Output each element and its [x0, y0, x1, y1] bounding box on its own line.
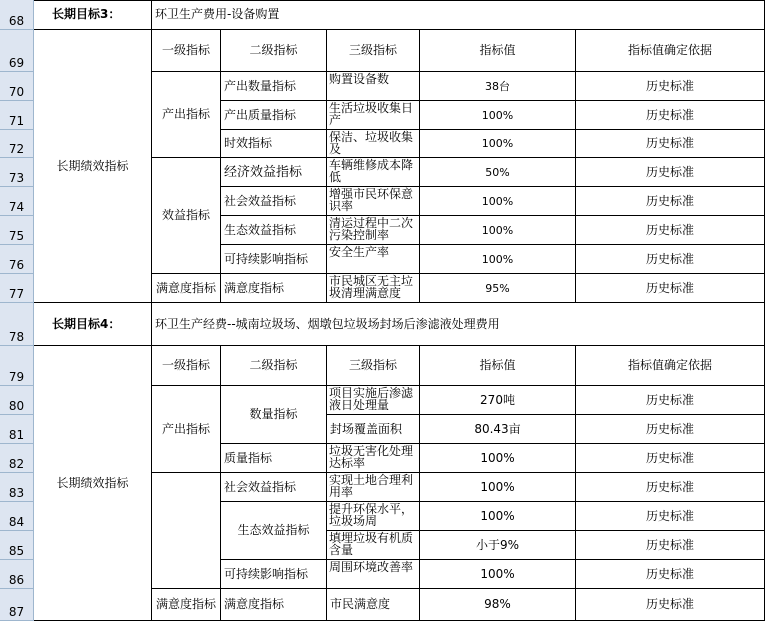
row-header[interactable]: 76	[0, 245, 34, 274]
value-cell[interactable]: 100%	[420, 101, 576, 130]
value-cell[interactable]: 100%	[420, 560, 576, 589]
level2-cell[interactable]: 质量指标	[221, 444, 327, 473]
goal-label-cell[interactable]: 长期目标4：	[34, 303, 152, 346]
level2-cell[interactable]: 可持续影响指标	[221, 245, 327, 274]
value-cell[interactable]: 98%	[420, 589, 576, 621]
level2-cell[interactable]: 产出质量指标	[221, 101, 327, 130]
header-cell[interactable]: 一级指标	[152, 30, 221, 72]
level1-cell[interactable]: 效益指标	[152, 158, 221, 274]
row-header[interactable]: 79	[0, 346, 34, 386]
level3-cell[interactable]: 周围环境改善率	[327, 560, 420, 589]
goal-label-cell[interactable]: 长期目标3：	[34, 0, 152, 30]
level2-cell[interactable]: 可持续影响指标	[221, 560, 327, 589]
header-cell[interactable]: 指标值	[420, 346, 576, 386]
level2-cell[interactable]: 生态效益指标	[221, 502, 327, 560]
basis-cell[interactable]: 历史标准	[576, 444, 765, 473]
value-cell[interactable]: 100%	[420, 473, 576, 502]
header-cell[interactable]: 二级指标	[221, 30, 327, 72]
row-header[interactable]: 71	[0, 101, 34, 130]
level2-cell[interactable]: 社会效益指标	[221, 187, 327, 216]
level2-cell[interactable]: 满意度指标	[221, 589, 327, 621]
basis-cell[interactable]: 历史标准	[576, 101, 765, 130]
row-header[interactable]: 78	[0, 303, 34, 346]
row-header[interactable]: 74	[0, 187, 34, 216]
header-cell[interactable]: 二级指标	[221, 346, 327, 386]
level3-cell[interactable]: 清运过程中二次污染控制率	[327, 216, 420, 245]
level1-cell-empty[interactable]	[152, 473, 221, 589]
row-header[interactable]: 77	[0, 274, 34, 303]
value-cell[interactable]: 38台	[420, 72, 576, 101]
goal-desc-cell[interactable]: 环卫生产经费--城南垃圾场、烟墩包垃圾场封场后渗滤液处理费用	[152, 303, 765, 346]
value-cell[interactable]: 270吨	[420, 386, 576, 415]
basis-cell[interactable]: 历史标准	[576, 473, 765, 502]
row-header[interactable]: 82	[0, 444, 34, 473]
row-header[interactable]: 81	[0, 415, 34, 444]
row-header[interactable]: 68	[0, 0, 34, 30]
row-header[interactable]: 73	[0, 158, 34, 187]
level1-cell[interactable]: 产出指标	[152, 386, 221, 473]
perf-label-cell[interactable]: 长期绩效指标	[34, 346, 152, 621]
basis-cell[interactable]: 历史标准	[576, 415, 765, 444]
level2-cell[interactable]: 数量指标	[221, 386, 327, 444]
level3-cell[interactable]: 保洁、垃圾收集及	[327, 130, 420, 158]
level2-cell[interactable]: 产出数量指标	[221, 72, 327, 101]
level2-cell[interactable]: 时效指标	[221, 130, 327, 158]
row-header[interactable]: 84	[0, 502, 34, 531]
level2-cell[interactable]: 生态效益指标	[221, 216, 327, 245]
level3-cell[interactable]: 生活垃圾收集日产	[327, 101, 420, 130]
value-cell[interactable]: 100%	[420, 502, 576, 531]
value-cell[interactable]: 100%	[420, 444, 576, 473]
row-header[interactable]: 75	[0, 216, 34, 245]
level3-cell[interactable]: 封场覆盖面积	[327, 415, 420, 444]
value-cell[interactable]: 100%	[420, 245, 576, 274]
perf-label-cell[interactable]: 长期绩效指标	[34, 30, 152, 303]
level1-cell[interactable]: 满意度指标	[152, 589, 221, 621]
level3-cell[interactable]: 提升环保水平，垃圾场周	[327, 502, 420, 531]
basis-cell[interactable]: 历史标准	[576, 531, 765, 560]
basis-cell[interactable]: 历史标准	[576, 274, 765, 303]
row-header[interactable]: 85	[0, 531, 34, 560]
basis-cell[interactable]: 历史标准	[576, 386, 765, 415]
level3-cell[interactable]: 车辆维修成本降低	[327, 158, 420, 187]
basis-cell[interactable]: 历史标准	[576, 130, 765, 158]
row-header[interactable]: 72	[0, 130, 34, 158]
row-header[interactable]: 69	[0, 30, 34, 72]
level3-cell[interactable]: 垃圾无害化处理达标率	[327, 444, 420, 473]
header-cell[interactable]: 指标值确定依据	[576, 346, 765, 386]
value-cell[interactable]: 100%	[420, 216, 576, 245]
basis-cell[interactable]: 历史标准	[576, 560, 765, 589]
row-header[interactable]: 86	[0, 560, 34, 589]
row-header[interactable]: 87	[0, 589, 34, 621]
value-cell[interactable]: 80.43亩	[420, 415, 576, 444]
level2-cell[interactable]: 经济效益指标	[221, 158, 327, 187]
level2-cell[interactable]: 社会效益指标	[221, 473, 327, 502]
value-cell[interactable]: 95%	[420, 274, 576, 303]
basis-cell[interactable]: 历史标准	[576, 502, 765, 531]
header-cell[interactable]: 指标值确定依据	[576, 30, 765, 72]
row-header[interactable]: 70	[0, 72, 34, 101]
value-cell[interactable]: 100%	[420, 130, 576, 158]
basis-cell[interactable]: 历史标准	[576, 72, 765, 101]
basis-cell[interactable]: 历史标准	[576, 187, 765, 216]
level3-cell[interactable]: 填埋垃圾有机质含量	[327, 531, 420, 560]
level3-cell[interactable]: 实现土地合理利用率	[327, 473, 420, 502]
header-cell[interactable]: 一级指标	[152, 346, 221, 386]
goal-desc-cell[interactable]: 环卫生产费用-设备购置	[152, 0, 765, 30]
level3-cell[interactable]: 项目实施后渗滤液日处理量	[327, 386, 420, 415]
level1-cell[interactable]: 产出指标	[152, 72, 221, 158]
value-cell[interactable]: 小于9%	[420, 531, 576, 560]
level3-cell[interactable]: 安全生产率	[327, 245, 420, 274]
header-cell[interactable]: 指标值	[420, 30, 576, 72]
header-cell[interactable]: 三级指标	[327, 346, 420, 386]
level3-cell[interactable]: 增强市民环保意识率	[327, 187, 420, 216]
basis-cell[interactable]: 历史标准	[576, 589, 765, 621]
row-header[interactable]: 83	[0, 473, 34, 502]
basis-cell[interactable]: 历史标准	[576, 158, 765, 187]
basis-cell[interactable]: 历史标准	[576, 245, 765, 274]
header-cell[interactable]: 三级指标	[327, 30, 420, 72]
row-header[interactable]: 80	[0, 386, 34, 415]
level1-cell[interactable]: 满意度指标	[152, 274, 221, 303]
basis-cell[interactable]: 历史标准	[576, 216, 765, 245]
level3-cell[interactable]: 市民城区无主垃圾清理满意度	[327, 274, 420, 303]
value-cell[interactable]: 100%	[420, 187, 576, 216]
level2-cell[interactable]: 满意度指标	[221, 274, 327, 303]
level3-cell[interactable]: 市民满意度	[327, 589, 420, 621]
value-cell[interactable]: 50%	[420, 158, 576, 187]
level3-cell[interactable]: 购置设备数	[327, 72, 420, 101]
